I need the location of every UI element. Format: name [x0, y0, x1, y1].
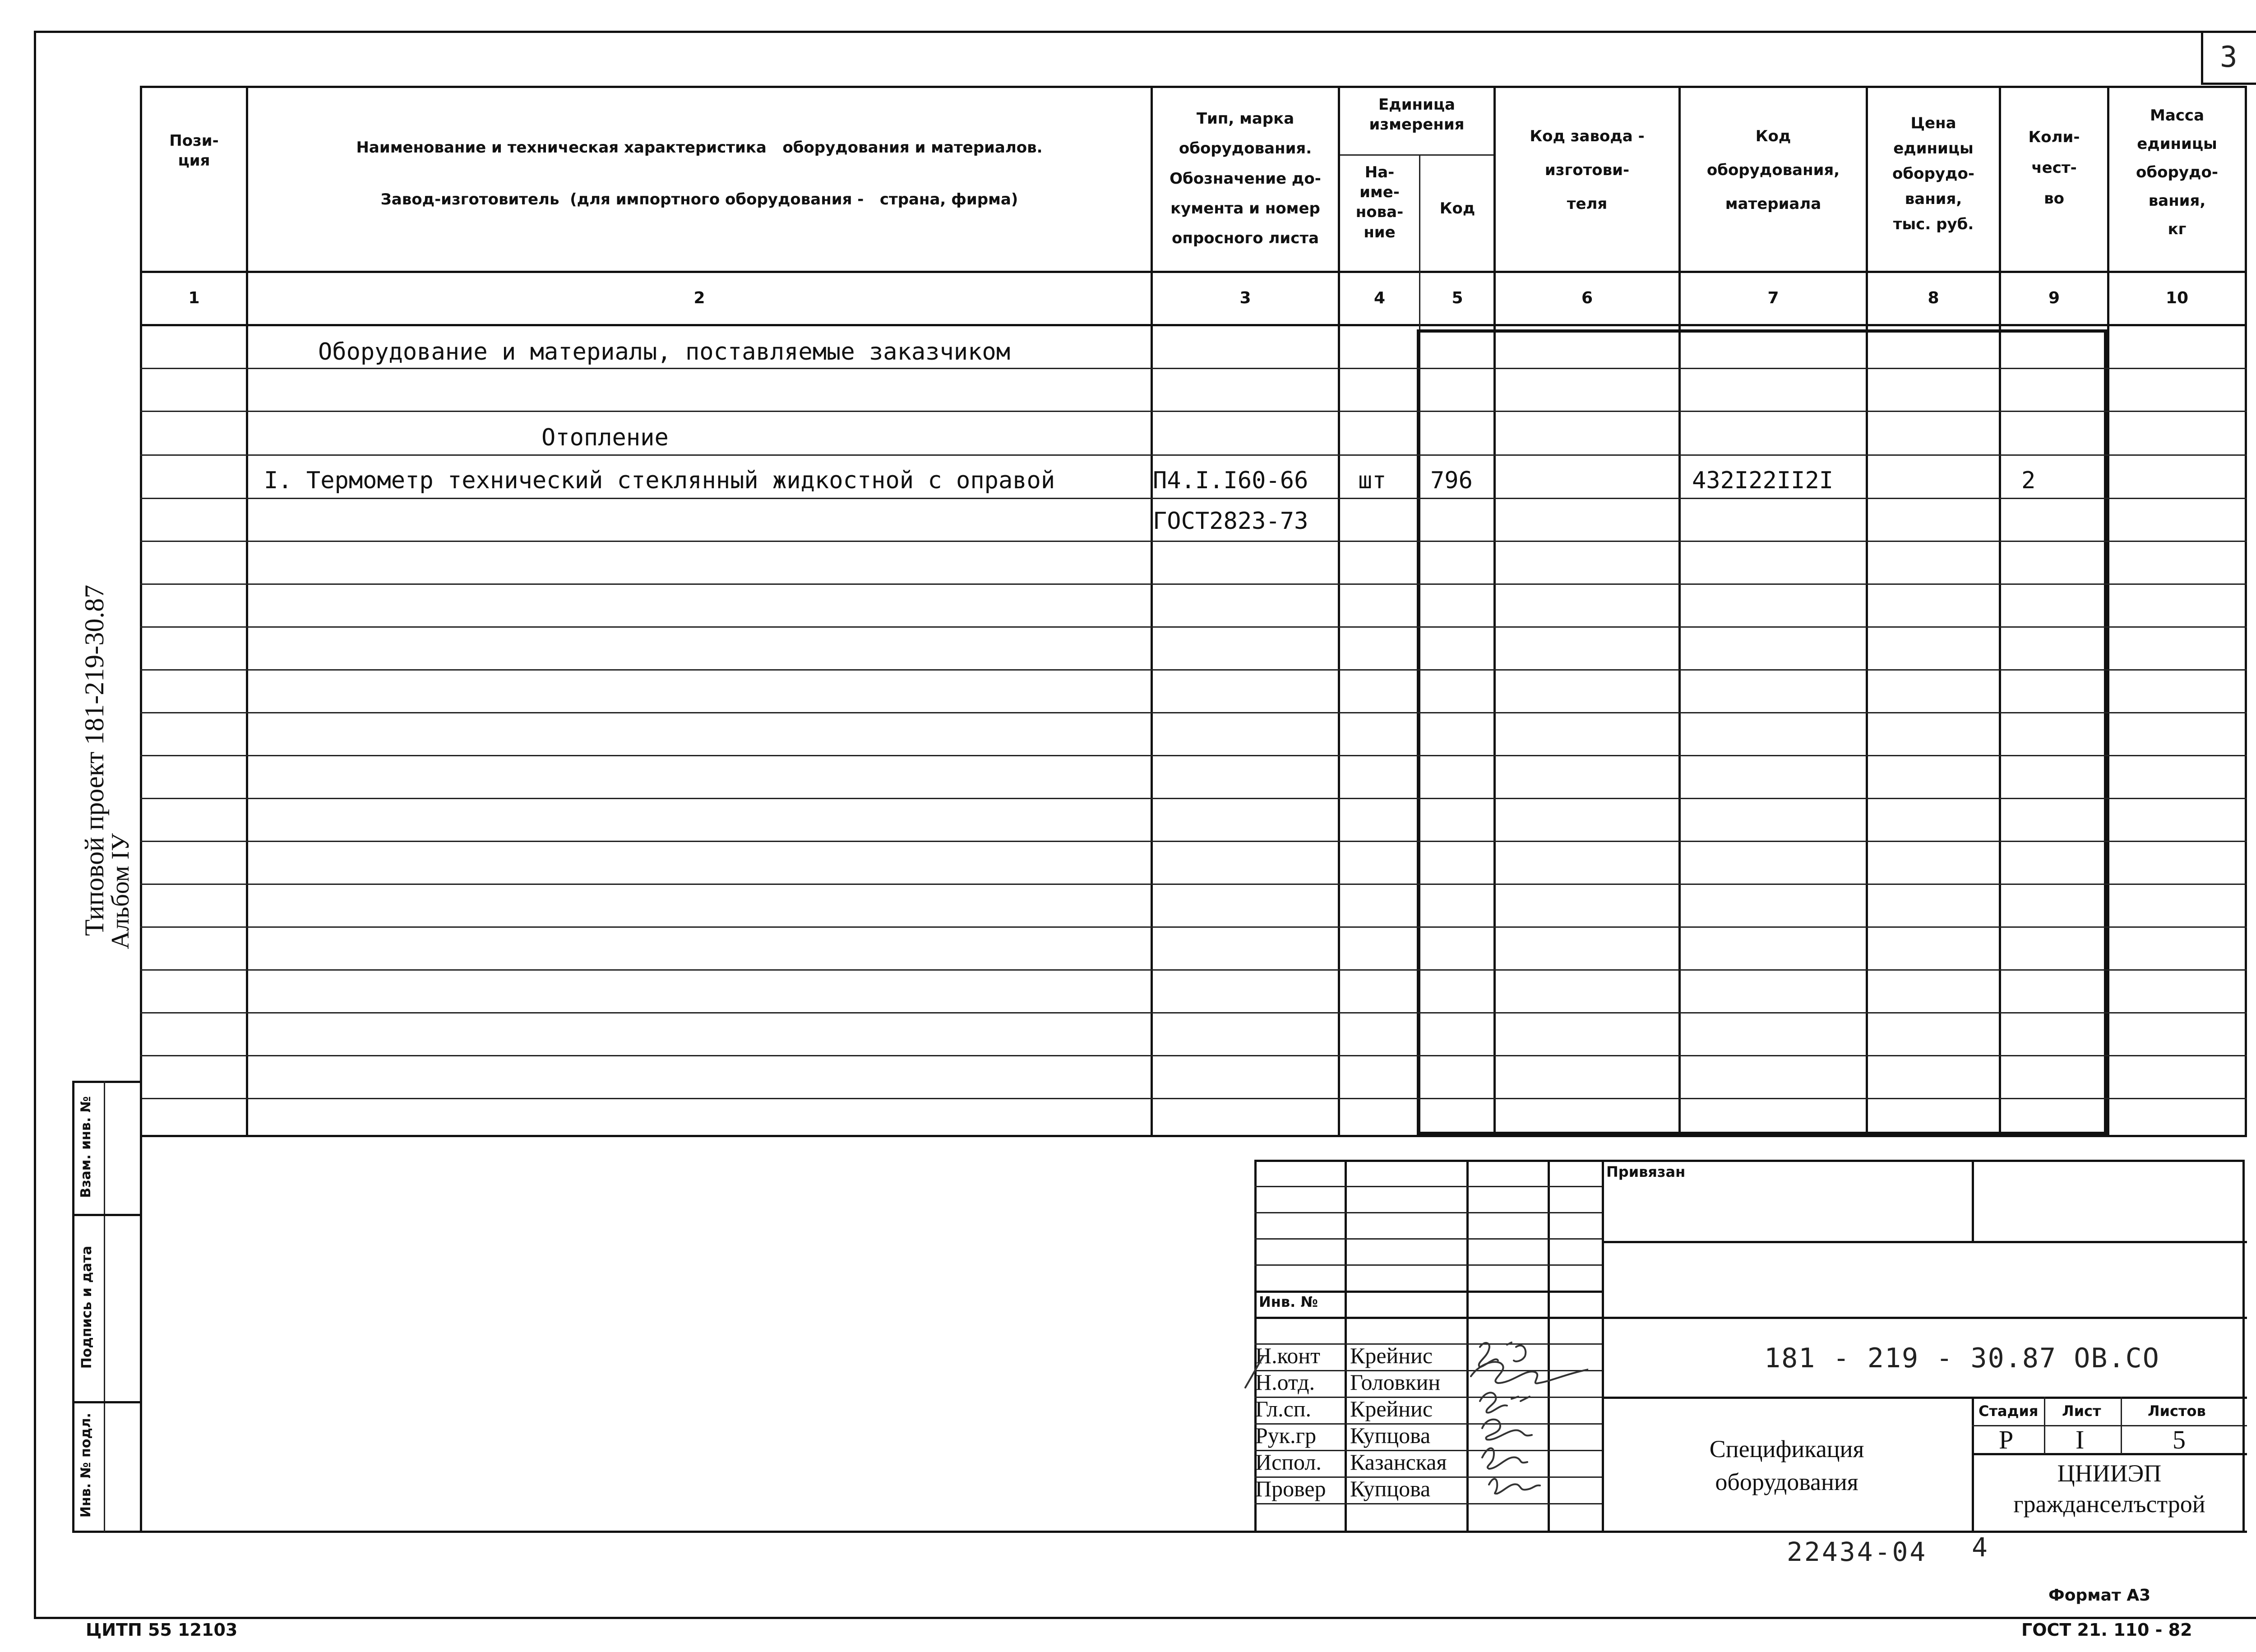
row-line — [140, 1012, 2247, 1013]
archive-sheet: 4 — [1972, 1532, 1989, 1563]
stage-value: Р — [1999, 1425, 2014, 1454]
item-quantity: 2 — [2021, 467, 2036, 494]
role-label: Н.отд. — [1255, 1370, 1315, 1395]
role-label: Испол. — [1255, 1449, 1322, 1475]
row-line — [140, 798, 2247, 799]
stamp-signature-date: Подпись и дата — [79, 1245, 95, 1369]
col-div-9 — [2107, 86, 2109, 1137]
document-code: 181 - 219 - 30.87 ОВ.СО — [1764, 1342, 2160, 1374]
role-name: Купцова — [1350, 1476, 1431, 1501]
column-number: 1 — [188, 289, 200, 307]
stamp-inv-replaced: Взам. инв. № — [78, 1096, 94, 1198]
row-line — [140, 969, 2247, 971]
table-bottom-line — [140, 1135, 2247, 1137]
row-line — [140, 1098, 2247, 1099]
column-number: 3 — [1239, 289, 1251, 307]
table-top-border — [140, 86, 2247, 88]
column-number: 5 — [1452, 289, 1463, 307]
column-number: 7 — [1767, 289, 1779, 307]
header-factory-code: Код завода - изготови- теля — [1530, 127, 1645, 213]
row-line — [140, 368, 2247, 369]
archive-number: 22434-04 — [1787, 1536, 1928, 1567]
tb-vline — [1602, 1160, 1604, 1532]
row-line — [140, 712, 2247, 713]
item-type: П4.I.I60-66 — [1153, 467, 1308, 494]
table-right-border — [2245, 86, 2247, 1137]
row-line — [140, 926, 2247, 928]
role-name: Головкин — [1350, 1370, 1441, 1395]
row-line — [140, 669, 2247, 671]
tb-row — [1254, 1264, 1602, 1266]
signatures-drawing — [1236, 1338, 1588, 1514]
header-unit-group: Единица измерения — [1369, 96, 1465, 134]
role-label: Рук.гр — [1255, 1423, 1317, 1448]
role-name: Крейнис — [1350, 1396, 1433, 1421]
tb-row — [1254, 1186, 1602, 1187]
document-name: Спецификация оборудования — [1709, 1435, 1864, 1495]
row-line — [140, 755, 2247, 756]
header-quantity: Коли- чест- во — [2028, 128, 2080, 208]
organization: ЦНИИЭП гражданселъстрой — [2013, 1460, 2205, 1518]
heavy-box-cols-5-9 — [1417, 329, 2107, 1135]
header-price: Цена единицы оборудо- вания, тыс. руб. — [1892, 114, 1974, 234]
sheet-value: I — [2076, 1425, 2085, 1454]
header-mass: Масса единицы оборудо- вания, кг — [2136, 106, 2218, 238]
footer-left: ЦИТП 55 12103 — [86, 1620, 238, 1640]
tb-right-line — [1602, 1397, 2247, 1399]
column-number: 2 — [693, 289, 705, 307]
column-number: 9 — [2048, 289, 2060, 307]
header-unit-name: На- име- нова- ние — [1355, 163, 1404, 241]
item-unit-code: 796 — [1430, 467, 1473, 494]
sheet-number: 3 — [2220, 41, 2239, 74]
tb-right-line — [1602, 1241, 2247, 1243]
col-div-3 — [1338, 86, 1340, 1137]
role-label: Гл.сп. — [1255, 1396, 1312, 1421]
inv-label: Инв. № — [1259, 1293, 1318, 1310]
album-label: Альбом IУ — [106, 833, 134, 949]
row-line — [140, 841, 2247, 842]
header-unit-code: Код — [1439, 199, 1475, 217]
row-line — [140, 454, 2247, 456]
header-name-line2: Завод-изготовитель (для импортного оборудования - страна, фирма) — [380, 190, 1018, 208]
header-type: Тип, марка оборудования. Обозначение до- кумента и номер опросного листа — [1170, 110, 1321, 248]
role-name: Купцова — [1350, 1423, 1431, 1448]
column-number: 10 — [2165, 289, 2189, 307]
tb-row — [1254, 1291, 1602, 1293]
item-equipment-code: 432I22II2I — [1692, 467, 1834, 494]
role-label: Н.конт — [1255, 1343, 1320, 1368]
role-name: Казанская — [1350, 1449, 1447, 1475]
row-line — [140, 541, 2247, 542]
bound-label: Привязан — [1606, 1163, 1686, 1180]
section-title: Оборудование и материалы, поставляемые заказчиком — [318, 338, 1011, 366]
subsection-title: Отопление — [541, 424, 669, 451]
column-number: 8 — [1928, 289, 1939, 307]
header-equipment-code: Код оборудования, материала — [1706, 127, 1840, 213]
row-line — [140, 583, 2247, 585]
numbers-bottom-line — [140, 324, 2247, 326]
row-line — [140, 626, 2247, 628]
col-div-1 — [246, 86, 248, 1137]
tb-row — [1254, 1212, 1602, 1213]
role-name: Крейнис — [1350, 1343, 1433, 1368]
item-name: I. Термометр технический стеклянный жидкостной с оправой — [264, 467, 1055, 494]
tb-row — [1254, 1238, 1602, 1240]
header-position: Пози- ция — [169, 132, 219, 170]
column-number: 6 — [1581, 289, 1593, 307]
spec-table — [140, 86, 2247, 1137]
role-label: Провер — [1255, 1476, 1326, 1501]
item-type-line2: ГОСТ2823-73 — [1153, 508, 1308, 535]
tb-bound-divider — [1972, 1160, 1974, 1242]
item-unit-name: шт — [1358, 467, 1387, 494]
margin-stamp-divider — [104, 1081, 105, 1532]
sheets-label: Листов — [2148, 1402, 2206, 1420]
tb-right-line — [1602, 1317, 2247, 1319]
unit-group-line — [1338, 154, 1493, 156]
header-bottom-line — [140, 271, 2247, 273]
sheet-label: Лист — [2062, 1402, 2101, 1420]
row-line — [140, 1055, 2247, 1056]
sheets-value: 5 — [2173, 1425, 2186, 1454]
tb-stage-col — [2121, 1397, 2122, 1454]
tb-stage-col — [2044, 1397, 2045, 1454]
tb-row — [1254, 1317, 1602, 1319]
row-line — [140, 498, 2247, 499]
table-left-border — [140, 86, 142, 1137]
footer-right: ГОСТ 21. 110 - 82 — [2021, 1620, 2192, 1640]
row-line — [140, 411, 2247, 412]
stamp-inv-original: Инв. № подл. — [78, 1412, 94, 1518]
column-number: 4 — [1373, 289, 1386, 307]
row-line — [140, 884, 2247, 885]
project-title: Типовой проект 181-219-30.87 — [79, 584, 109, 936]
stage-label: Стадия — [1979, 1402, 2039, 1420]
header-name-line1: Наименование и техническая характеристика оборудования и материалов. — [356, 139, 1043, 157]
format-label: Формат А3 — [2048, 1586, 2151, 1605]
